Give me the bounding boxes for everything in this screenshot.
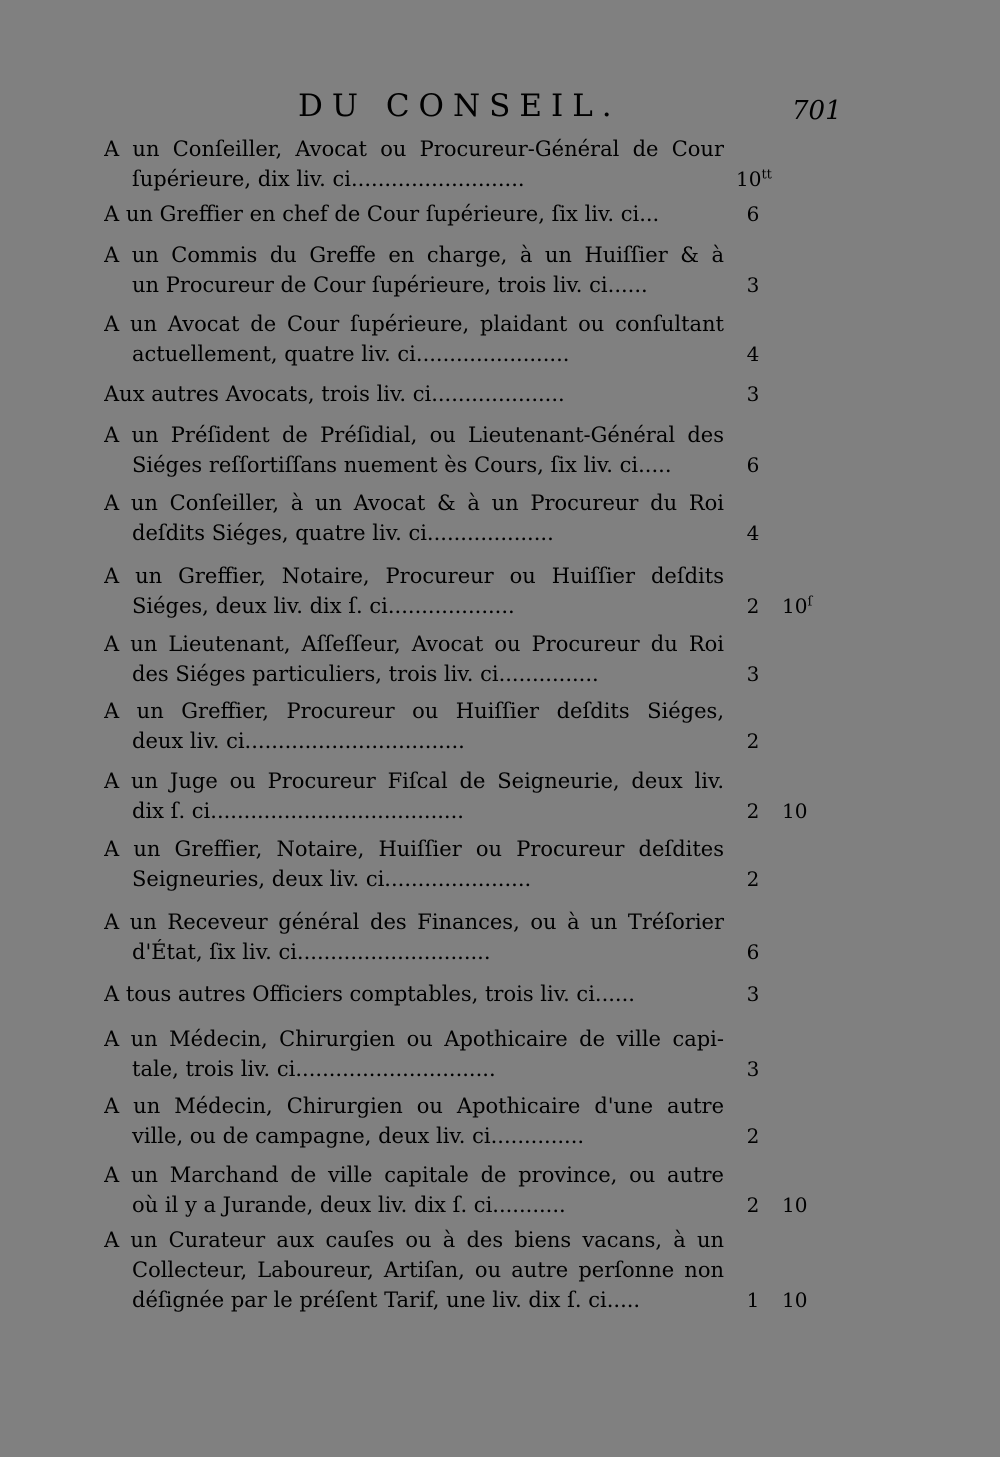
tariff-entry <box>104 1225 724 1315</box>
entry-text-line: A un Conſeiller, Avocat ou Procureur-Général de Cour <box>104 137 724 161</box>
tariff-entry <box>104 488 724 548</box>
tariff-entry <box>104 134 724 194</box>
entry-text-line: déſignée par le préſent Tarif, une liv. dix ſ. ci..... <box>132 1288 641 1312</box>
entry-text-line: actuellement, quatre liv. ci....................... <box>132 342 570 366</box>
livres-amount: 3 <box>746 662 760 686</box>
entry-text-line: ſupérieure, dix liv. ci.......................... <box>132 167 525 191</box>
entry-text-line: A un Lieutenant, Aſſeſſeur, Avocat ou Procureur du Roi <box>104 632 724 656</box>
livres-amount: 3 <box>746 982 760 1006</box>
entry-text-line: où il y a Jurande, deux liv. dix ſ. ci........... <box>132 1193 566 1217</box>
entry-text-line: A un Receveur général des Finances, ou à un Tréſorier <box>104 910 724 934</box>
tariff-entry <box>104 907 724 967</box>
entry-text-line: ville, ou de campagne, deux liv. ci.............. <box>132 1124 585 1148</box>
sous-amount: 10 <box>782 1288 808 1312</box>
entry-text-line: Collecteur, Laboureur, Artiſan, ou autre perſonne non <box>132 1258 724 1282</box>
livres-amount: 3 <box>746 382 760 406</box>
tariff-entry <box>104 561 724 621</box>
entry-text-line: des Siéges particuliers, trois liv. ci............... <box>132 662 599 686</box>
tariff-entry <box>104 979 724 1009</box>
tariff-entry <box>104 379 724 409</box>
entry-text-line: Seigneuries, deux liv. ci...................... <box>132 867 532 891</box>
livres-amount: 4 <box>746 342 760 366</box>
livres-amount: 2 <box>746 799 760 823</box>
livres-amount: 6 <box>746 453 760 477</box>
livres-amount: 6 <box>746 202 760 226</box>
livres-amount: 1 <box>746 1288 760 1312</box>
tariff-entry <box>104 1160 724 1220</box>
entry-text-line: A un Greffier, Procureur ou Huiſſier deſdits Siéges, <box>104 699 724 723</box>
entry-text-line: A un Curateur aux cauſes ou à des biens vacans, à un <box>104 1228 724 1252</box>
livres-amount: 3 <box>746 1057 760 1081</box>
entry-text-line: A tous autres Officiers comptables, trois liv. ci...... <box>104 982 635 1006</box>
entry-text-line: A un Préſident de Préſidial, ou Lieutenant-Général des <box>104 423 724 447</box>
livres-amount: 2 <box>746 1193 760 1217</box>
sous-amount: 10 <box>782 1193 808 1217</box>
entry-text-line: A un Commis du Greffe en charge, à un Huiſſier & à <box>104 243 724 267</box>
entry-text-line: d'État, ſix liv. ci............................. <box>132 940 491 964</box>
entry-text-line: un Procureur de Cour ſupérieure, trois liv. ci...... <box>132 273 648 297</box>
entry-text-line: A un Avocat de Cour ſupérieure, plaidant ou conſultant <box>104 312 724 336</box>
entry-text-line: dix ſ. ci...................................... <box>132 799 464 823</box>
livres-amount: 2 <box>746 729 760 753</box>
tariff-entry <box>104 199 724 229</box>
page-title: DU CONSEIL. <box>298 88 621 124</box>
livres-amount: 2 <box>746 594 760 618</box>
entry-text-line: Aux autres Avocats, trois liv. ci.................... <box>104 382 565 406</box>
entry-text-line: A un Marchand de ville capitale de province, ou autre <box>104 1163 724 1187</box>
sous-amount: 10 <box>782 799 808 823</box>
livres-amount: 2 <box>746 867 760 891</box>
entry-text-line: deux liv. ci................................. <box>132 729 465 753</box>
tariff-entry <box>104 696 724 756</box>
entry-text-line: A un Greffier en chef de Cour ſupérieure, ſix liv. ci... <box>104 202 660 226</box>
livres-amount: 6 <box>746 940 760 964</box>
livres-amount: 4 <box>746 521 760 545</box>
entry-text-line: A un Greffier, Notaire, Procureur ou Huiſſier deſdits <box>104 564 724 588</box>
sous-mark: ſ <box>807 594 813 610</box>
livres-amount: $10^{tt}$ <box>736 167 772 191</box>
tariff-entry <box>104 766 724 826</box>
entry-text-line: A un Conſeiller, à un Avocat & à un Procureur du Roi <box>104 491 724 515</box>
livres-amount: 3 <box>746 273 760 297</box>
livres-amount: 2 <box>746 1124 760 1148</box>
tariff-entry <box>104 240 724 300</box>
entry-text-line: A un Médecin, Chirurgien ou Apothicaire de ville capi- <box>104 1027 724 1051</box>
tariff-entry <box>104 309 724 369</box>
tariff-entry <box>104 420 724 480</box>
entry-text-line: tale, trois liv. ci.............................. <box>132 1057 496 1081</box>
tariff-entry <box>104 834 724 894</box>
tariff-entry <box>104 1024 724 1084</box>
sous-amount: $10^ſ$ <box>782 594 813 618</box>
tariff-entry <box>104 1091 724 1151</box>
tariff-entry <box>104 629 724 689</box>
entry-text-line: A un Juge ou Procureur Fiſcal de Seigneurie, deux liv. <box>104 769 724 793</box>
entry-text-line: A un Greffier, Notaire, Huiſſier ou Procureur deſdites <box>104 837 724 861</box>
entry-text-line: Siéges reſſortiſſans nuement ès Cours, ſix liv. ci..... <box>132 453 672 477</box>
page-number: 701 <box>792 96 842 126</box>
entry-text-line: Siéges, deux liv. dix ſ. ci................... <box>132 594 515 618</box>
entry-text-line: A un Médecin, Chirurgien ou Apothicaire d'une autre <box>104 1094 724 1118</box>
livres-mark: tt <box>761 167 772 183</box>
entry-text-line: deſdits Siéges, quatre liv. ci................... <box>132 521 554 545</box>
